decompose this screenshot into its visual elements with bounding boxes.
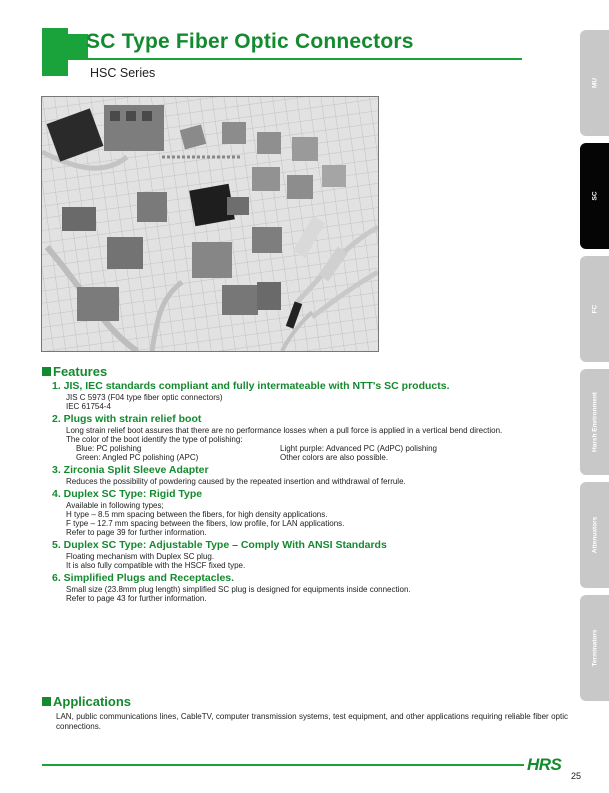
title-block xyxy=(42,28,522,80)
title-accent-tab xyxy=(68,34,88,58)
side-tab-terminators[interactable]: Terminators xyxy=(580,595,609,701)
feature-line: Reduces the possibility of powdering caused by the repeated insertion and withdrawal of ferrule. xyxy=(66,477,406,486)
feature-item xyxy=(52,464,572,486)
polish-cell: Green: Angled PC polishing (APC) xyxy=(76,453,199,462)
product-photo xyxy=(41,96,379,352)
feature-line: F type – 12.7 mm spacing between the fibers, low profile, for LAN applications. xyxy=(66,519,345,528)
polish-row xyxy=(52,453,572,462)
section-square-icon xyxy=(42,367,51,376)
feature-title: 4. Duplex SC Type: Rigid Type xyxy=(52,488,203,500)
feature-line: Refer to page 39 for further information. xyxy=(66,528,207,537)
side-tab-attenuators[interactable]: Attenuators xyxy=(580,482,609,588)
connector-photo-illustration xyxy=(42,97,378,351)
polish-cell: Light purple: Advanced PC (AdPC) polishing xyxy=(280,444,437,453)
section-square-icon xyxy=(42,697,51,706)
series-name: HSC Series xyxy=(90,66,156,80)
polish-cell: Blue: PC polishing xyxy=(76,444,142,453)
feature-title: 1. JIS, IEC standards compliant and fully intermateable with NTT's SC products. xyxy=(52,380,450,392)
feature-item xyxy=(52,413,572,462)
feature-title: 6. Simplified Plugs and Receptacles. xyxy=(52,572,235,584)
feature-line: The color of the boot identify the type of polishing: xyxy=(66,435,243,444)
title-rule xyxy=(68,58,522,60)
feature-item xyxy=(52,572,572,603)
feature-title: 2. Plugs with strain relief boot xyxy=(52,413,202,425)
page-number: 25 xyxy=(571,771,582,781)
side-tab-sc[interactable]: SC xyxy=(580,143,609,249)
side-tab-mu[interactable]: MU xyxy=(580,30,609,136)
feature-line: It is also fully compatible with the HSCF fixed type. xyxy=(66,561,246,570)
polish-row xyxy=(52,444,572,453)
feature-item xyxy=(52,488,572,537)
side-tab-harsh-environment[interactable]: Harsh Environment xyxy=(580,369,609,475)
feature-item xyxy=(52,380,572,411)
feature-line: JIS C 5973 (F04 type fiber optic connectors) xyxy=(66,393,223,402)
feature-line: IEC 61754-4 xyxy=(66,402,111,411)
features-heading: Features xyxy=(42,364,107,379)
feature-line: Refer to page 43 for further information. xyxy=(66,594,207,603)
footer-rule xyxy=(42,764,524,766)
polish-cell: Other colors are also possible. xyxy=(280,453,389,462)
feature-line: Available in following types; xyxy=(66,501,164,510)
applications-heading: Applications xyxy=(42,694,131,709)
title-accent-bar xyxy=(42,28,68,76)
feature-line: Long strain relief boot assures that there are no performance losses when a pull force is applied in a vertical bend direction. xyxy=(66,426,503,435)
hrs-logo: HRS xyxy=(527,755,562,774)
side-tab-fc[interactable]: FC xyxy=(580,256,609,362)
feature-line: Small size (23.8mm plug length) simplified SC plug is designed for equipments inside connection. xyxy=(66,585,411,594)
feature-title: 5. Duplex SC Type: Adjustable Type – Comply With ANSI Standards xyxy=(52,539,387,551)
features-list xyxy=(52,380,572,605)
feature-line: H type – 8.5 mm spacing between the fibers, for high density applications. xyxy=(66,510,328,519)
feature-line: Floating mechanism with Duplex SC plug. xyxy=(66,552,215,561)
feature-item xyxy=(52,539,572,570)
page-title: SC Type Fiber Optic Connectors xyxy=(86,30,414,53)
applications-text: LAN, public communications lines, CableTV, computer transmission systems, test equipment, and other applications requiring reliable fiber optic connections. xyxy=(56,712,568,731)
feature-title: 3. Zirconia Split Sleeve Adapter xyxy=(52,464,209,476)
